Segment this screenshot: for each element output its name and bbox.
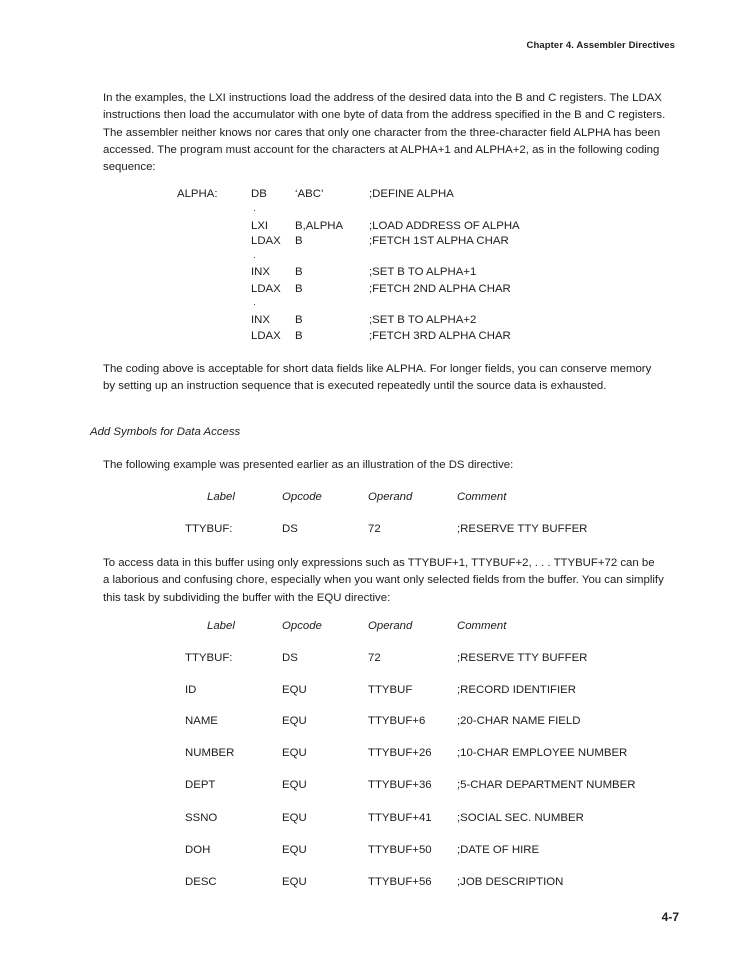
cell-operand: TTYBUF+50: [368, 844, 432, 856]
cell-comment: ;RESERVE TTY BUFFER: [457, 523, 588, 535]
code-label: ALPHA:: [177, 188, 218, 200]
cell-comment: ;RECORD IDENTIFIER: [457, 684, 576, 696]
cell-opcode: EQU: [282, 715, 307, 727]
paragraph-line: The following example was presented earlier as an illustration of the DS directive:: [103, 459, 514, 471]
cell-label: TTYBUF:: [185, 652, 233, 664]
code-opcode: INX: [251, 266, 270, 278]
cell-label: NUMBER: [185, 747, 235, 759]
code-opcode: DB: [251, 188, 267, 200]
paragraph-line: The coding above is acceptable for short data fields like ALPHA. For longer fields, you can conserve memory: [103, 363, 652, 375]
column-header-opcode: Opcode: [282, 620, 322, 632]
paragraph-line: To access data in this buffer using only expressions such as TTYBUF+1, TTYBUF+2, . . . TTYBUF+72 can be: [103, 557, 655, 569]
paragraph-line: accessed. The program must account for the characters at ALPHA+1 and ALPHA+2, as in the following coding: [103, 143, 660, 156]
cell-operand: TTYBUF+26: [368, 747, 432, 759]
paragraph-line: instructions then load the accumulator with one byte of data from the address specified in the B and C registers.: [103, 109, 666, 122]
column-header-operand: Operand: [368, 620, 413, 632]
cell-opcode: EQU: [282, 876, 307, 888]
cell-comment: ;SOCIAL SEC. NUMBER: [457, 812, 584, 824]
running-header: Chapter 4. Assembler Directives: [526, 40, 675, 51]
code-comment: ;LOAD ADDRESS OF ALPHA: [369, 220, 520, 232]
cell-operand: 72: [368, 652, 381, 664]
paragraph-intro: [103, 90, 683, 176]
cell-comment: ;5-CHAR DEPARTMENT NUMBER: [457, 779, 636, 791]
cell-label: DOH: [185, 844, 211, 856]
code-operand: B: [295, 266, 303, 278]
code-comment: ;FETCH 1ST ALPHA CHAR: [369, 235, 509, 247]
cell-label: NAME: [185, 715, 218, 727]
code-comment: ;FETCH 2ND ALPHA CHAR: [369, 283, 511, 295]
column-header-label: Label: [207, 491, 235, 503]
code-operand: B,ALPHA: [295, 220, 344, 232]
section-heading: Add Symbols for Data Access: [90, 426, 241, 438]
ellipsis-dot: ·: [253, 299, 256, 309]
code-operand: ‘ABC’: [295, 188, 324, 200]
code-operand: B: [295, 235, 303, 247]
cell-operand: TTYBUF+41: [368, 812, 432, 824]
cell-comment: ;10-CHAR EMPLOYEE NUMBER: [457, 747, 628, 759]
code-operand: B: [295, 283, 303, 295]
cell-opcode: EQU: [282, 684, 307, 696]
code-opcode: LDAX: [251, 235, 281, 247]
cell-comment: ;DATE OF HIRE: [457, 844, 540, 856]
ellipsis-dot: ·: [253, 252, 256, 262]
code-comment: ;FETCH 3RD ALPHA CHAR: [369, 330, 511, 342]
code-operand: B: [295, 314, 303, 326]
code-comment: ;SET B TO ALPHA+2: [369, 314, 477, 326]
cell-opcode: EQU: [282, 779, 307, 791]
cell-operand: TTYBUF+36: [368, 779, 432, 791]
column-header-operand: Operand: [368, 491, 413, 503]
paragraph-line: In the examples, the LXI instructions load the address of the desired data into the B and C registers. The LDAX: [103, 92, 662, 104]
cell-opcode: EQU: [282, 812, 307, 824]
cell-opcode: DS: [282, 523, 298, 535]
cell-operand: 72: [368, 523, 381, 535]
column-header-opcode: Opcode: [282, 491, 322, 503]
cell-operand: TTYBUF+56: [368, 876, 432, 888]
cell-label: ID: [185, 684, 197, 696]
cell-operand: TTYBUF: [368, 684, 413, 696]
code-opcode: LXI: [251, 220, 269, 232]
paragraph-line: by setting up an instruction sequence that is executed repeatedly until the source data is exhausted.: [103, 380, 607, 393]
cell-label: DEPT: [185, 779, 216, 791]
column-header-comment: Comment: [457, 620, 507, 632]
column-header-comment: Comment: [457, 491, 507, 503]
paragraph-coding-note: [103, 361, 683, 396]
paragraph-line: sequence:: [103, 161, 156, 174]
paragraph-ds-example: [103, 457, 683, 474]
ellipsis-dot: ·: [253, 205, 256, 215]
paragraph-line: The assembler neither knows nor cares that only one character from the three-character field ALPHA has been: [103, 126, 661, 139]
cell-opcode: DS: [282, 652, 298, 664]
cell-comment: ;RESERVE TTY BUFFER: [457, 652, 588, 664]
paragraph-line: a laborious and confusing chore, especially when you want only selected fields from the buffer. You can simplify: [103, 574, 664, 587]
cell-opcode: EQU: [282, 747, 307, 759]
cell-label: DESC: [185, 876, 217, 888]
code-comment: ;SET B TO ALPHA+1: [369, 266, 477, 278]
cell-opcode: EQU: [282, 844, 307, 856]
cell-comment: ;20-CHAR NAME FIELD: [457, 715, 581, 727]
cell-comment: ;JOB DESCRIPTION: [457, 876, 564, 888]
code-opcode: LDAX: [251, 283, 281, 295]
code-operand: B: [295, 330, 303, 342]
paragraph-equ-intro: [103, 555, 683, 607]
cell-label: SSNO: [185, 812, 218, 824]
column-header-label: Label: [207, 620, 235, 632]
cell-operand: TTYBUF+6: [368, 715, 426, 727]
code-comment: ;DEFINE ALPHA: [369, 188, 454, 200]
code-opcode: LDAX: [251, 330, 281, 342]
code-opcode: INX: [251, 314, 270, 326]
cell-label: TTYBUF:: [185, 523, 233, 535]
page-number: 4-7: [661, 910, 679, 924]
paragraph-line: this task by subdividing the buffer with the EQU directive:: [103, 591, 391, 604]
